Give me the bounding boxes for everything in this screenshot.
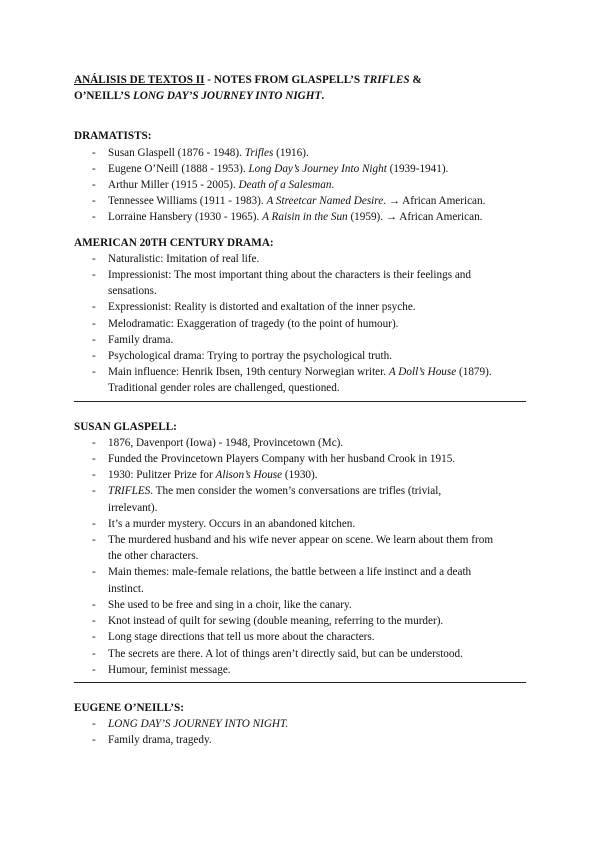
list-item: - Knot instead of quilt for sewing (double meaning, referring to the murder). xyxy=(92,615,444,628)
document-title xyxy=(74,72,530,104)
list-item: - Expressionist: Reality is distorted and exaltation of the inner psyche. xyxy=(92,301,416,314)
glaspell-list xyxy=(74,435,530,678)
list-item: - TRIFLES. The men consider the women’s conversations are trifles (trivial, irrelevant). xyxy=(92,485,442,514)
dramatists-list xyxy=(74,145,530,226)
list-item: - LONG DAY’S JOURNEY INTO NIGHT. xyxy=(92,718,289,731)
title-text-2: O’NEILL’S xyxy=(74,90,133,103)
title-amp: & xyxy=(409,74,422,86)
list-item: - Funded the Provincetown Players Company with her husband Crook in 1915. xyxy=(92,453,456,466)
title-play: LONG DAY’S JOURNEY INTO NIGHT xyxy=(132,90,322,103)
list-item: - Arthur Miller (1915 - 2005). Death of a Salesman. xyxy=(92,179,335,192)
dramatists-heading: DRAMATISTS: xyxy=(74,130,152,143)
list-item: - She used to be free and sing in a choir, like the canary. xyxy=(92,598,352,611)
list-item: - Eugene O’Neill (1888 - 1953). Long Day’s Journey Into Night (1939-1941). xyxy=(92,162,449,175)
list-item: - 1876, Davenport (Iowa) - 1948, Provincetown (Mc). xyxy=(92,436,344,449)
drama-list xyxy=(74,251,530,397)
course-title: ANÁLISIS DE TEXTOS II xyxy=(74,74,205,86)
list-item: - Tennessee Williams (1911 - 1983). A Streetcar Named Desire. → African American. xyxy=(92,195,486,208)
list-item: - Family drama. xyxy=(92,333,174,346)
list-item: - Humour, feminist message. xyxy=(92,663,231,676)
list-item: - Psychological drama: Trying to portray the psychological truth. xyxy=(92,350,392,363)
list-item: - Susan Glaspell (1876 - 1948). Trifles (1916). xyxy=(92,146,309,159)
list-item: - Naturalistic: Imitation of real life. xyxy=(92,252,260,265)
list-item: - The secrets are there. A lot of things aren’t directly said, but can be understood. xyxy=(92,647,463,660)
oneill-list xyxy=(74,716,530,748)
list-item: - Family drama, tragedy. xyxy=(92,734,212,747)
list-item: - Long stage directions that tell us more about the characters. xyxy=(92,631,375,644)
list-item: - Melodramatic: Exaggeration of tragedy (to the point of humour). xyxy=(92,317,399,330)
list-item: - The murdered husband and his wife never appear on scene. We learn about them from the other characters. xyxy=(92,534,494,563)
list-item: - Impressionist: The most important thing about the characters is their feelings and sensations. xyxy=(92,269,471,298)
glaspell-heading: SUSAN GLASPELL: xyxy=(74,420,177,433)
title-end: . xyxy=(321,90,325,103)
document-content xyxy=(74,72,530,749)
title-trifles: TRIFLES xyxy=(362,74,410,86)
list-item: - Main themes: male-female relations, the battle between a life instinct and a death instinct. xyxy=(92,566,472,595)
drama-heading: AMERICAN 20TH CENTURY DRAMA: xyxy=(74,236,274,249)
list-item: - 1930: Pulitzer Prize for Alison’s House (1930). xyxy=(92,469,318,482)
title-text: - NOTES FROM GLASPELL’S xyxy=(204,74,363,86)
oneill-heading: EUGENE O’NEILL’S: xyxy=(74,701,184,714)
list-item: - Lorraine Hansbery (1930 - 1965). A Raisin in the Sun (1959). → African American. xyxy=(92,211,483,224)
list-item: - Main influence: Henrik Ibsen, 19th century Norwegian writer. A Doll’s House (1879). Traditional gender roles are challenged, questioned. xyxy=(92,366,492,395)
list-item: - It’s a murder mystery. Occurs in an abandoned kitchen. xyxy=(92,517,356,530)
